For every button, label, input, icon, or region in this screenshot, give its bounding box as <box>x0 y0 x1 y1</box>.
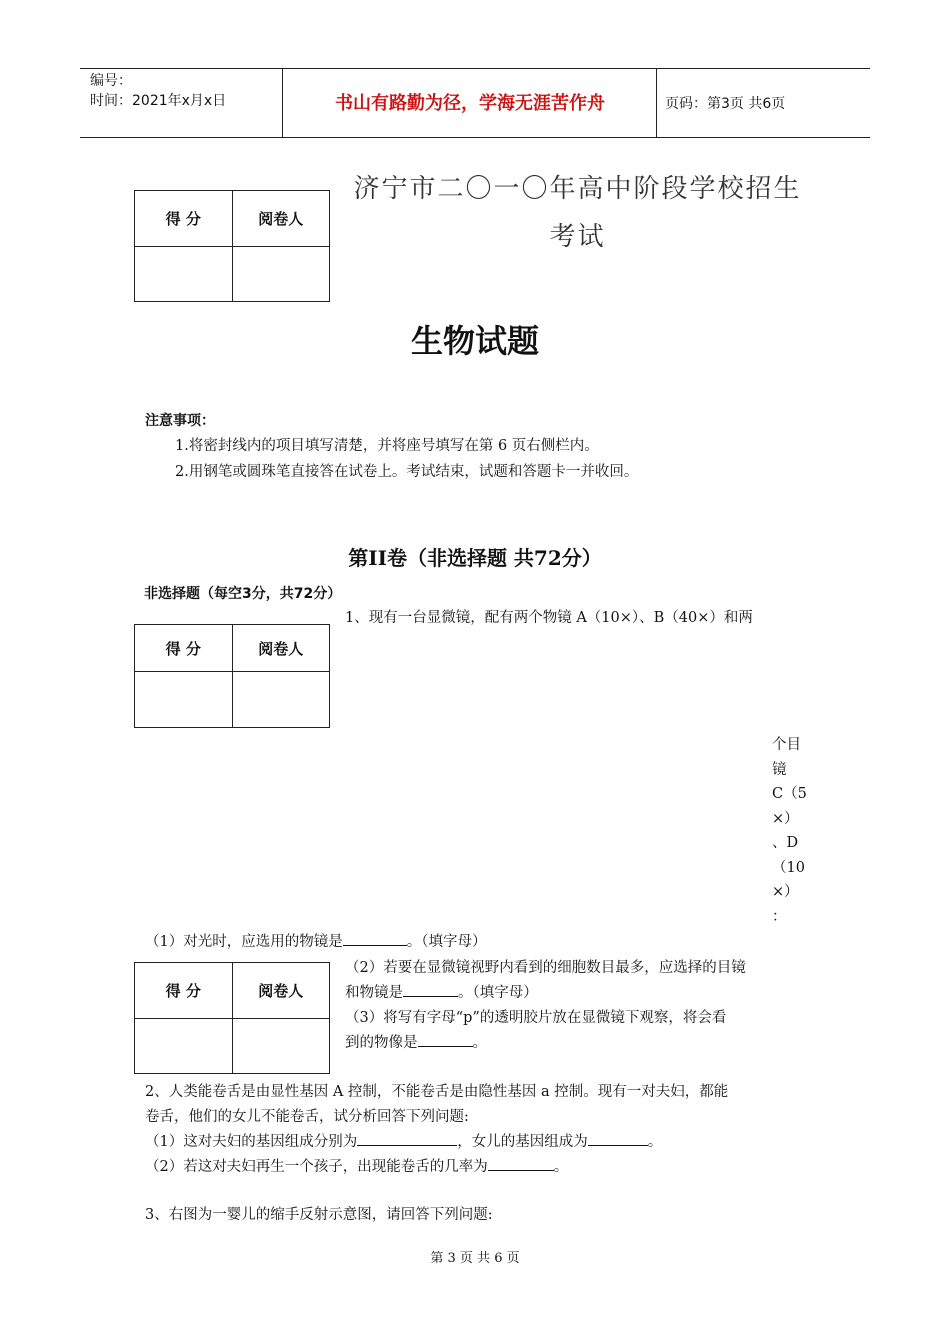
grader-label: 阅卷人 <box>232 191 330 247</box>
score-table <box>134 962 330 1074</box>
header-divider <box>656 69 657 137</box>
score-label: 得 分 <box>135 963 233 1019</box>
q1-part1 <box>145 930 486 955</box>
q1-part3-blank[interactable] <box>418 1032 473 1047</box>
q2-part1-blank[interactable] <box>357 1131 457 1146</box>
q3-line1: 3、右图为一婴儿的缩手反射示意图，请回答下列问题: <box>145 1207 493 1223</box>
score-label: 得 分 <box>135 191 233 247</box>
q2-part2-blank[interactable] <box>488 1156 554 1171</box>
q2-line1: 2、人类能卷舌是由显性基因 A 控制，不能卷舌是由隐性基因 a 控制。现有一对夫妇，都能 <box>145 1084 729 1100</box>
grader-cell[interactable] <box>232 672 330 728</box>
notice-item: 2.用钢笔或圆珠笔直接答在试卷上。考试结束，试题和答题卡一并收回。 <box>175 464 639 480</box>
q2-line2: 卷舌，他们的女儿不能卷舌，试分析回答下列问题: <box>145 1109 469 1125</box>
grader-cell[interactable] <box>232 1019 330 1074</box>
q2-part1 <box>145 1130 662 1155</box>
exam-title-line2: 考试 <box>549 222 606 252</box>
score-label: 得 分 <box>135 625 233 672</box>
q1-side-column <box>772 733 807 929</box>
score-cell[interactable] <box>135 247 233 302</box>
q1-part2-line2 <box>345 981 538 1006</box>
score-cell[interactable] <box>135 672 233 728</box>
q1-part3-text: 到的物像是 <box>345 1035 418 1051</box>
q2-part1-text: （1）这对夫妇的基因组成分别为 <box>145 1134 358 1150</box>
section-title: 第II卷（非选择题 共72分） <box>348 546 602 570</box>
serial-label: 编号： <box>90 73 132 89</box>
q1-stem: 1、现有一台显微镜，配有两个物镜 A（10×）、B（40×）和两 <box>345 610 753 626</box>
header-page-info: 页码：第3页 共6页 <box>665 96 786 112</box>
q2-part2-text: （2）若这对夫妇再生一个孩子，出现能卷舌的几率为 <box>145 1159 488 1175</box>
q1-part3-tail: 。 <box>472 1035 487 1051</box>
q1-side-line: 个目 <box>772 737 801 753</box>
page-footer: 第 3 页 共 6 页 <box>430 1251 520 1266</box>
q1-side-line: ： <box>772 908 787 925</box>
section-subtitle: 非选择题（每空3分，共72分） <box>144 586 342 602</box>
grader-label: 阅卷人 <box>232 625 330 672</box>
date-line: 时间：2021年x月x日 <box>90 93 227 109</box>
q1-part2-line1: （2）若要在显微镜视野内看到的细胞数目最多，应选择的目镜 <box>345 960 746 976</box>
q1-side-line: ×） <box>772 810 799 827</box>
q1-part1-blank[interactable] <box>343 931 407 946</box>
page-header <box>80 68 870 138</box>
score-table <box>134 624 330 728</box>
q2-part1-tail: 。 <box>647 1134 663 1150</box>
q2-part1-blank2[interactable] <box>588 1131 648 1146</box>
header-divider <box>282 69 283 137</box>
header-motto: 书山有路勤为径，学海无涯苦作舟 <box>335 93 605 114</box>
q1-part3-line1: （3）将写有字母“p”的透明胶片放在显微镜下观察，将会看 <box>345 1010 727 1026</box>
subject-title: 生物试题 <box>410 322 539 360</box>
q1-part2-tail: 。（填字母） <box>458 985 538 1001</box>
exam-title-line1: 济宁市二〇一〇年高中阶段学校招生 <box>353 174 802 204</box>
notice-heading: 注意事项： <box>145 413 215 429</box>
grader-label: 阅卷人 <box>232 963 330 1019</box>
q1-part3-line2 <box>345 1031 487 1056</box>
q1-part2-blank[interactable] <box>403 982 458 997</box>
q1-side-line: 、D <box>772 835 799 851</box>
q1-side-line: （10 <box>772 859 805 876</box>
q1-part1-text: （1）对光时，应选用的物镜是 <box>145 934 343 950</box>
q1-part1-tail: 。（填字母） <box>406 934 487 950</box>
q2-part2-tail: 。 <box>553 1159 569 1175</box>
q1-side-line: ×） <box>772 884 799 900</box>
grader-cell[interactable] <box>232 247 330 302</box>
q2-part2 <box>145 1155 568 1180</box>
notice-item: 1.将密封线内的项目填写清楚，并将座号填写在第 6 页右侧栏内。 <box>175 438 599 454</box>
header-meta <box>90 71 226 111</box>
score-table <box>134 190 330 302</box>
q2-part1-mid: ，女儿的基因组成为 <box>457 1134 588 1150</box>
score-cell[interactable] <box>135 1019 233 1074</box>
q1-side-line: 镜 <box>772 761 787 778</box>
q1-part2-text: 和物镜是 <box>345 985 403 1001</box>
q1-side-line: C（5 <box>772 786 807 802</box>
